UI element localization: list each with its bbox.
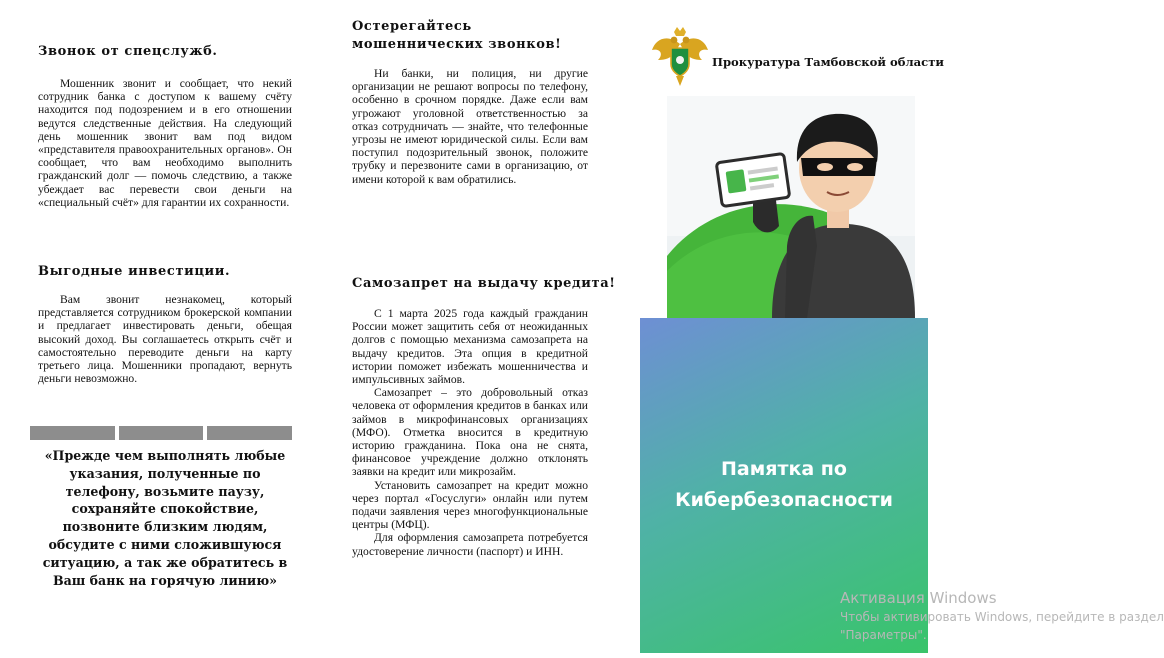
heading-security-services-call: Звонок от спецслужб. [38,44,218,59]
paragraph-profitable-investments: Вам звонит незнакомец, который представляется сотрудником брокерской компании и предлагает инвестировать деньги, обещая высокий доход. Вы соглашаетесь открыть счёт и самостоятельно переводите деньги на карту третьего лица. Мошенники пропадают, вернуть деньги невозможно. [38,293,292,386]
credit-self-ban-text [352,307,588,558]
advice-quote: «Прежде чем выполнять любые указания, полученные по телефону, возьмите паузу, сохраняйте спокойствие, позвоните близким людям, обсудите с ними сложившуюся ситуацию, а так же обратитесь в Ваш банк на горячую линию» [42,448,288,588]
cover-title-line: Памятка по [721,458,847,480]
heading-credit-self-ban: Самозапрет на выдачу кредита! [352,276,616,291]
heading-beware-fraud-calls: Остерегайтесь мошеннических звонков! [352,19,562,52]
watermark-line: Активация Windows [840,589,997,607]
cover-title [640,454,928,516]
paragraph-beware-fraud-calls: Ни банки, ни полиция, ни другие организации не решают вопросы по телефону, особенно в срочном порядке. Даже если вам угрожают уголовной ответственностью за отказ сотрудничать — знайте, что телефонные угрозы не имеют юридической силы. Если вам поступил подозрительный звонок, положите трубку и перезвоните сами в организацию, от имени которой к вам обратились. [352,67,588,186]
prosecutor-emblem-icon [650,24,710,88]
paragraph-security-services-call: Мошенник звонит и сообщает, что некий сотрудник банка с доступом к вашему счёту находится под подозрением и в его отношении ведутся следственные действия. На следующий день мошенник звонит вам под видом «представителя правоохранительных органов». Он сообщает, что вам необходимо выполнить гражданский долг — помочь следствию, а также убеждает вас перевести свои деньги на «специальный счёт» для гарантии их сохранности. [38,77,292,209]
paragraph-credit-self-ban: Для оформления самозапрета потребуется удостоверение личности (паспорт) и ИНН. [352,531,588,558]
watermark-line: "Параметры". [840,628,927,642]
divider-bars [30,426,292,440]
divider-bar [30,426,115,440]
cover-title-line: Кибербезопасности [675,489,893,511]
heading-profitable-investments: Выгодные инвестиции. [38,264,231,279]
divider-bar [119,426,204,440]
paragraph-credit-self-ban: Установить самозапрет на кредит можно через портал «Госуслуги» онлайн или путем подачи заявления через многофункциональные центры (МФЦ). [352,478,588,532]
paragraph-credit-self-ban: Самозапрет – это добровольный отказ человека от оформления кредитов в банках или займов в микрофинансовых организациях (МФО). Отметка вносится в кредитную историю гражданина. Пока она не снята, финансовое учреждение должно отклонять заявки на кредит или микрозайм. [352,386,588,479]
divider-bar [207,426,292,440]
masked-fraudster-with-id-card-icon [667,96,915,318]
right-column [640,0,1164,658]
organization-name: Прокуратура Тамбовской области [712,55,944,69]
windows-activation-watermark [840,588,1164,644]
paragraph-credit-self-ban: С 1 марта 2025 года каждый гражданин России может защитить себя от неожиданных долгов с помощью механизма самозапрета на выдачу кредитов. Эта опция в кредитной истории поможет избежать мошенничества и импульсивных займов. [352,307,588,387]
watermark-line: Чтобы активировать Windows, перейдите в раздел [840,610,1164,624]
